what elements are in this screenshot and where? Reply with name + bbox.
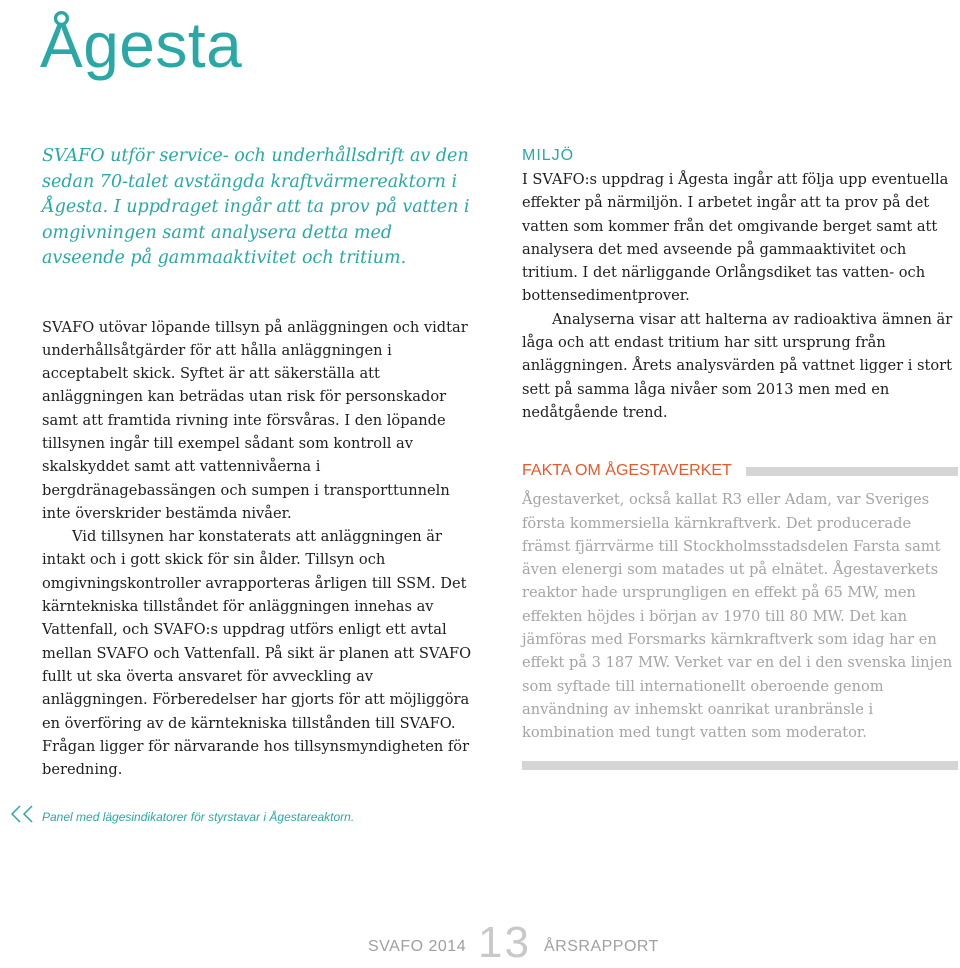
- lead-paragraph: SVAFO utför service- och underhållsdrift av den sedan 70-talet avstängda kraftvärmereaktorn i Ågesta. I uppdraget ingår att ta prov på vatten i omgivningen samt analysera detta med avseende på gammaaktivitet och tritium.: [42, 146, 470, 268]
- double-chevron-left-icon: [8, 804, 42, 829]
- page-footer: [0, 918, 960, 968]
- fakta-bottom-bar: [522, 761, 958, 770]
- page-title: Ågesta: [40, 9, 243, 81]
- left-column: [42, 144, 474, 781]
- footer-publisher: SVAFO 2014: [368, 938, 467, 955]
- fakta-title: FAKTA OM ÅGESTAVERKET: [522, 462, 732, 480]
- page-number: 13: [478, 918, 531, 967]
- right-column: [522, 146, 958, 770]
- image-caption: [8, 804, 354, 829]
- miljo-paragraph-1: I SVAFO:s uppdrag i Ågesta ingår att följa upp eventuella effekter på närmiljön. I arbetet ingår att ta prov på det vatten som kommer från det omgivande berget samt att analysera det med avseende på gammaaktivitet och tritium. I det närliggande Orlångsdiket tas vatten- och bottensedimentprover.: [522, 171, 949, 305]
- fakta-header: [522, 460, 958, 482]
- footer-report-name: ÅRSRAPPORT: [544, 938, 659, 955]
- section-label-miljo: MILJÖ: [522, 147, 575, 164]
- body-paragraph-1: SVAFO utövar löpande tillsyn på anläggningen och vidtar underhållsåtgärder för att hålla anläggningen i acceptabelt skick. Syftet är att säkerställa att anläggningen kan beträdas utan risk för personskador samt att framtida rivning inte försvåras. I den löpande tillsynen ingår till exempel sådant som kontroll av skalskyddet samt att vattennivåerna i bergdränagebassängen och sumpen i transporttunneln inte överskrider bestämda nivåer.: [42, 318, 468, 522]
- body-paragraph-2: Vid tillsynen har konstaterats att anläggningen är intakt och i gott skick för sin ålder. Tillsyn och omgivningskontroller avrapporteras årligen till SSM. Det kärntekniska tillståndet för anläggningen innehas av Vattenfall, och SVAFO:s uppdrag utförs enligt ett avtal mellan SVAFO och Vattenfall. På sikt är planen att SVAFO fullt ut ska överta ansvaret för avveckling av anläggningen. Förberedelser har gjorts för att möjliggöra en överföring av de kärntekniska tillstånden till SVAFO. Frågan ligger för närvarande hos tillsynsmyndigheten för beredning.: [42, 528, 472, 779]
- miljo-paragraph-2: Analyserna visar att halterna av radioaktiva ämnen är låga och att endast tritium har sitt ursprung från anläggningen. Årets analysvärden på vattnet ligger i stort sett på samma låga nivåer som 2013 men med en nedåtgående trend.: [522, 310, 953, 421]
- fakta-text: Ågestaverket, också kallat R3 eller Adam, var Sveriges första kommersiella kärnkraftverk. Det producerade främst fjärrvärme till Stockholmsstadsdelen Farsta samt även elenergi som matades ut på elnätet. Ågestaverkets reaktor hade ursprungligen en effekt på 65 MW, men effekten höjdes i början av 1970 till 80 MW. Det kan jämföras med Forsmarks kärnkraftverk som idag har en effekt på 3 187 MW. Verket var en del i den svenska linjen som syftade till internationellt oberoende genom användning av inhemskt oanrikat uranbränsle i kombination med tungt vatten som moderator.: [522, 491, 953, 742]
- fakta-header-bar: [746, 467, 958, 476]
- caption-text: Panel med lägesindikatorer för styrstavar i Ågestareaktorn.: [42, 809, 355, 824]
- fakta-box: [522, 460, 958, 769]
